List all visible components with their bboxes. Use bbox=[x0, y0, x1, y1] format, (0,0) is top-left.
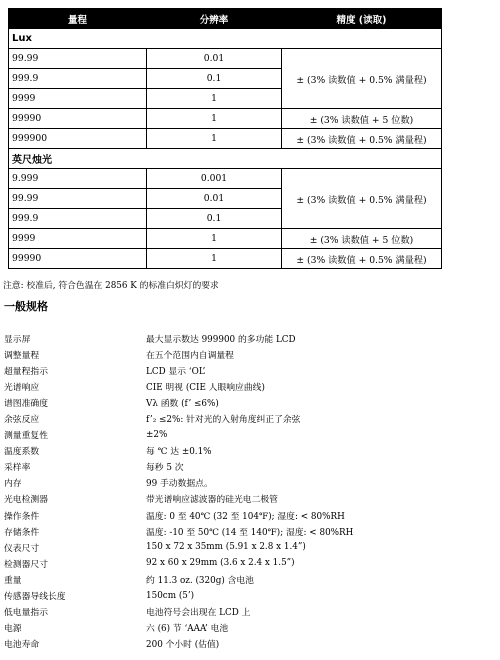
spec-value: 六 (6) 节 ‘AAA’ 电池 bbox=[146, 624, 229, 635]
spec-value: 最大显示数达 999900 的多功能 LCD bbox=[146, 334, 296, 345]
spec-value: 每 ℃ 达 ±0.1% bbox=[146, 447, 212, 458]
spec-label: 内存 bbox=[4, 479, 22, 490]
resolution-cell: 1 bbox=[147, 89, 282, 109]
section-row bbox=[9, 149, 442, 169]
range-cell: 99.99 bbox=[9, 189, 147, 209]
spec-label: 电池寿命 bbox=[4, 640, 40, 651]
spec-label: 仪表尺寸 bbox=[4, 543, 40, 554]
spec-label: 操作条件 bbox=[4, 511, 40, 522]
section-row bbox=[9, 29, 442, 49]
general-specs-list bbox=[4, 330, 484, 652]
spec-row bbox=[4, 394, 484, 410]
resolution-cell: 1 bbox=[147, 229, 282, 249]
resolution-cell: 0.1 bbox=[147, 69, 282, 89]
table-row bbox=[9, 109, 442, 129]
spec-row bbox=[4, 571, 484, 587]
resolution-cell: 0.001 bbox=[147, 169, 282, 189]
accuracy-cell: ± (3% 读数值 + 0.5% 满量程) bbox=[282, 169, 442, 229]
spec-label: 检测器尺寸 bbox=[4, 559, 48, 570]
spec-label: 低电量指示 bbox=[4, 608, 48, 619]
accuracy-cell: ± (3% 读数值 + 0.5% 满量程) bbox=[282, 49, 442, 109]
spec-label: 传感器导线长度 bbox=[4, 592, 66, 603]
range-cell: 9999 bbox=[9, 229, 147, 249]
spec-label: 存储条件 bbox=[4, 527, 40, 538]
range-cell: 99990 bbox=[9, 109, 147, 129]
spec-label: 余弦反应 bbox=[4, 415, 40, 426]
header-accuracy: 精度 (读取) bbox=[282, 9, 442, 29]
spec-value: 99 手动数据点。 bbox=[146, 479, 213, 490]
spec-label: 测量重复性 bbox=[4, 431, 48, 442]
spec-label: 光电检测器 bbox=[4, 495, 48, 506]
range-cell: 9999 bbox=[9, 89, 147, 109]
spec-value: 92 x 60 x 29mm (3.6 x 2.4 x 1.5”) bbox=[146, 558, 295, 569]
range-cell: 999.9 bbox=[9, 209, 147, 229]
spec-value: 150 x 72 x 35mm (5.91 x 2.8 x 1.4”) bbox=[146, 542, 306, 553]
table-row bbox=[9, 249, 442, 269]
spec-value: 在五个范围内自调量程 bbox=[146, 350, 234, 361]
spec-value: f’₂ ≤2%: 针对光的入射角度纠正了余弦 bbox=[146, 415, 301, 426]
spec-label: 调整量程 bbox=[4, 350, 40, 361]
accuracy-cell: ± (3% 读数值 + 0.5% 满量程) bbox=[282, 249, 442, 269]
spec-row bbox=[4, 378, 484, 394]
resolution-cell: 1 bbox=[147, 249, 282, 269]
resolution-cell: 0.01 bbox=[147, 49, 282, 69]
spec-label: 电源 bbox=[4, 624, 22, 635]
range-cell: 999900 bbox=[9, 129, 147, 149]
spec-value: 带光谱响应滤波器的硅光电二极管 bbox=[146, 495, 278, 506]
header-range: 量程 bbox=[9, 9, 147, 29]
spec-value: ±2% bbox=[146, 429, 168, 440]
table-row bbox=[9, 129, 442, 149]
spec-value: 200 个小时 (估值) bbox=[146, 640, 220, 651]
spec-label: 超量程指示 bbox=[4, 366, 48, 377]
spec-label: 显示屏 bbox=[4, 334, 31, 345]
spec-label: 温度系数 bbox=[4, 447, 40, 458]
spec-value: CIE 明视 (CIE 人眼响应曲线) bbox=[146, 382, 265, 393]
range-cell: 9.999 bbox=[9, 169, 147, 189]
section-title: 英尺烛光 bbox=[9, 149, 442, 169]
accuracy-cell: ± (3% 读数值 + 5 位数) bbox=[282, 229, 442, 249]
range-cell: 99.99 bbox=[9, 49, 147, 69]
section-title: Lux bbox=[9, 29, 442, 49]
range-cell: 99990 bbox=[9, 249, 147, 269]
spec-label: 光谱响应 bbox=[4, 382, 40, 393]
general-specs-heading: 一般规格 bbox=[4, 300, 48, 313]
spec-row bbox=[4, 588, 484, 604]
spec-row bbox=[4, 491, 484, 507]
spec-row bbox=[4, 330, 484, 346]
spec-row bbox=[4, 620, 484, 636]
resolution-cell: 1 bbox=[147, 129, 282, 149]
spec-row bbox=[4, 636, 484, 652]
header-resolution: 分辨率 bbox=[147, 9, 282, 29]
table-row bbox=[9, 169, 442, 189]
spec-row bbox=[4, 362, 484, 378]
spec-value: 温度: 0 至 40℃ (32 至 104℉); 湿度: < 80%RH bbox=[146, 511, 345, 522]
spec-row bbox=[4, 507, 484, 523]
spec-row bbox=[4, 604, 484, 620]
resolution-cell: 0.1 bbox=[147, 209, 282, 229]
spec-label: 重量 bbox=[4, 575, 22, 586]
spec-row bbox=[4, 443, 484, 459]
spec-row bbox=[4, 459, 484, 475]
spec-label: 谱图准确度 bbox=[4, 398, 48, 409]
spec-row bbox=[4, 539, 484, 555]
spec-value: LCD 显示 ‘OL’ bbox=[146, 366, 206, 377]
specification-table bbox=[8, 8, 442, 269]
table-row bbox=[9, 49, 442, 69]
spec-value: 每秒 5 次 bbox=[146, 463, 184, 474]
spec-value: 约 11.3 oz. (320g) 含电池 bbox=[146, 575, 254, 586]
spec-row bbox=[4, 346, 484, 362]
table-header-row bbox=[9, 9, 442, 29]
calibration-note: 注意: 校准后, 符合色温在 2856 K 的标准白炽灯的要求 bbox=[3, 281, 219, 291]
spec-row bbox=[4, 410, 484, 426]
spec-value: 温度: -10 至 50℃ (14 至 140℉); 湿度: < 80%RH bbox=[146, 527, 354, 538]
range-cell: 999.9 bbox=[9, 69, 147, 89]
table-row bbox=[9, 229, 442, 249]
spec-label: 采样率 bbox=[4, 463, 31, 474]
resolution-cell: 1 bbox=[147, 109, 282, 129]
spec-value: 电池符号会出现在 LCD 上 bbox=[146, 608, 251, 619]
spec-row bbox=[4, 555, 484, 571]
spec-row bbox=[4, 475, 484, 491]
spec-row bbox=[4, 427, 484, 443]
spec-row bbox=[4, 523, 484, 539]
accuracy-cell: ± (3% 读数值 + 0.5% 满量程) bbox=[282, 129, 442, 149]
spec-value: 150cm (5’) bbox=[146, 590, 195, 601]
resolution-cell: 0.01 bbox=[147, 189, 282, 209]
spec-value: Vλ 函数 (f’ ≤6%) bbox=[146, 398, 219, 409]
accuracy-cell: ± (3% 读数值 + 5 位数) bbox=[282, 109, 442, 129]
